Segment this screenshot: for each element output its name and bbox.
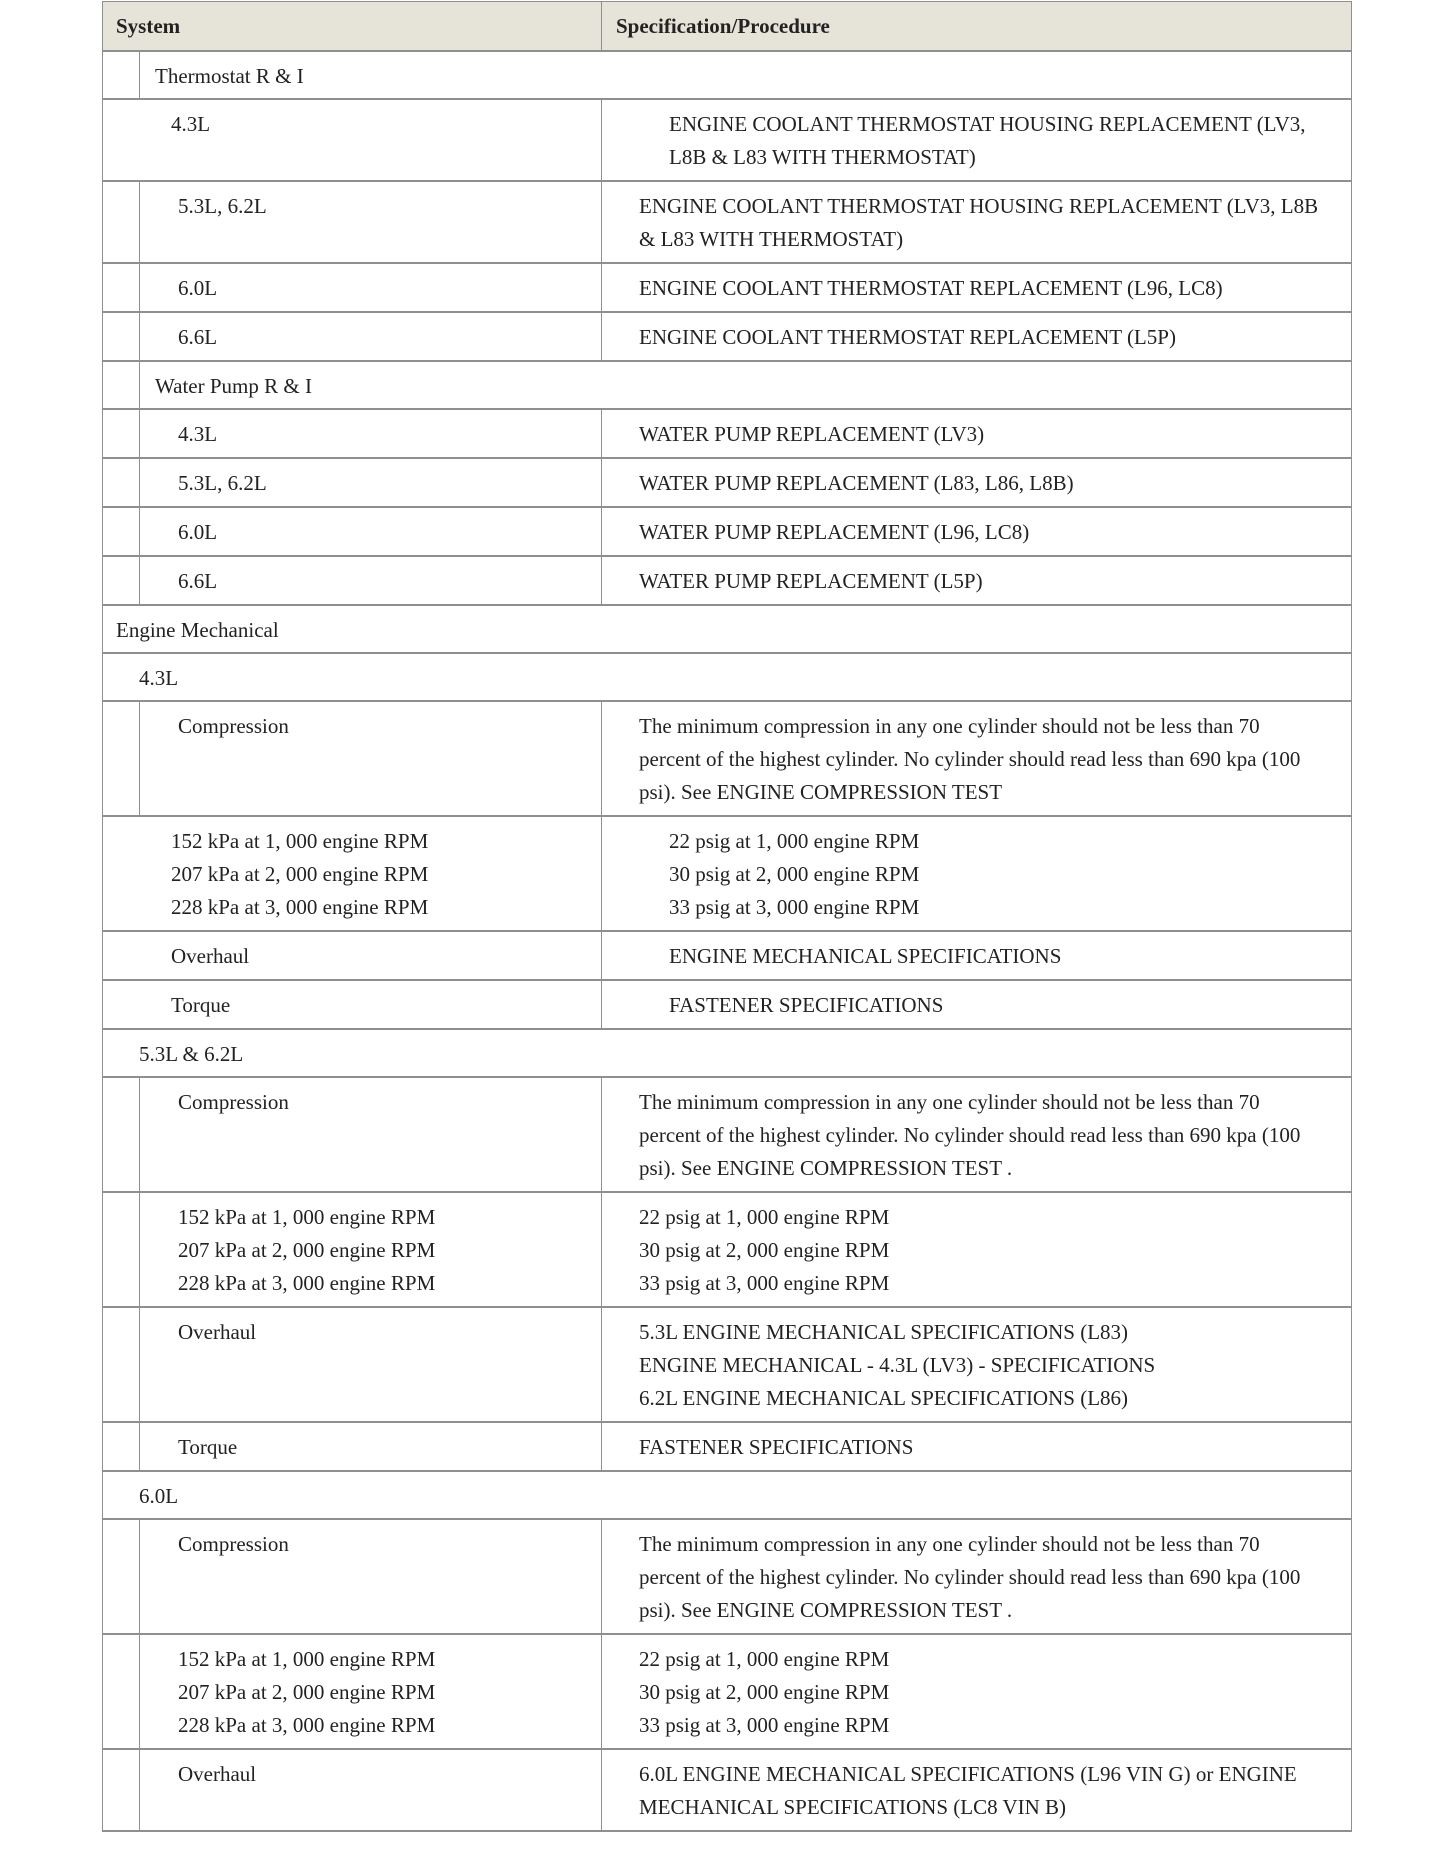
system-text: Torque — [178, 1435, 238, 1459]
spec-table — [102, 1, 1352, 1832]
table-row — [103, 1078, 1351, 1193]
system-cell — [178, 565, 217, 598]
spec-text: L8B & L83 WITH THERMOSTAT) — [669, 145, 976, 169]
spec-cell — [639, 1431, 913, 1464]
column-divider — [601, 2, 602, 50]
system-text: Compression — [178, 714, 289, 738]
table-row — [103, 932, 1351, 981]
spec-text: 6.0L ENGINE MECHANICAL SPECIFICATIONS (L96 VIN G) or ENGINE — [639, 1762, 1297, 1786]
spec-cell — [669, 108, 1306, 174]
spec-cell — [639, 1201, 889, 1300]
spec-text: WATER PUMP REPLACEMENT (LV3) — [639, 422, 985, 446]
system-text: 152 kPa at 1, 000 engine RPM — [171, 829, 429, 853]
spec-text: 33 psig at 3, 000 engine RPM — [639, 1713, 890, 1737]
spec-text: percent of the highest cylinder. No cylinder should read less than 690 kpa (100 — [639, 1123, 1301, 1147]
system-text: 207 kPa at 2, 000 engine RPM — [178, 1238, 436, 1262]
spec-text: 33 psig at 3, 000 engine RPM — [669, 895, 920, 919]
column-divider — [601, 313, 602, 360]
system-text: Overhaul — [178, 1762, 257, 1786]
system-text: 6.6L — [178, 569, 218, 593]
system-cell — [171, 940, 249, 973]
spec-text: & L83 WITH THERMOSTAT) — [639, 227, 904, 251]
table-body — [103, 52, 1351, 1832]
column-divider — [601, 508, 602, 555]
table-row — [103, 100, 1351, 182]
column-divider — [601, 981, 602, 1028]
group-label: Water Pump R & I — [155, 374, 312, 398]
system-cell — [178, 418, 217, 451]
spec-cell — [639, 418, 984, 451]
table-row — [103, 1308, 1351, 1423]
system-cell — [178, 1758, 256, 1791]
system-cell — [178, 190, 267, 223]
spec-cell — [639, 467, 1074, 500]
spec-cell — [639, 1643, 889, 1742]
indent-divider — [139, 410, 140, 457]
spec-text: psi). See ENGINE COMPRESSION TEST . — [639, 1598, 1013, 1622]
spec-text: WATER PUMP REPLACEMENT (L5P) — [639, 569, 983, 593]
table-row — [103, 182, 1351, 264]
system-cell — [171, 825, 428, 924]
group-row — [103, 362, 1351, 410]
table-row — [103, 557, 1351, 606]
system-cell — [178, 1086, 289, 1119]
spec-cell — [669, 940, 1061, 973]
system-cell — [178, 1528, 289, 1561]
indent-divider — [139, 362, 140, 408]
spec-text: ENGINE COOLANT THERMOSTAT HOUSING REPLACEMENT (LV3, L8B — [639, 194, 1319, 218]
spec-cell — [669, 989, 943, 1022]
indent-divider — [139, 1635, 140, 1748]
indent-divider — [139, 1750, 140, 1830]
spec-text: 30 psig at 2, 000 engine RPM — [639, 1680, 890, 1704]
column-divider — [601, 1078, 602, 1191]
spec-cell — [639, 190, 1318, 256]
indent-divider — [139, 313, 140, 360]
indent-divider — [139, 52, 140, 98]
system-text: 4.3L — [171, 112, 211, 136]
table-row — [103, 1520, 1351, 1635]
table-row — [103, 702, 1351, 817]
system-cell — [178, 710, 289, 743]
column-divider — [601, 1635, 602, 1748]
spec-text: percent of the highest cylinder. No cylinder should read less than 690 kpa (100 — [639, 1565, 1301, 1589]
column-divider — [601, 1308, 602, 1421]
spec-text: ENGINE COOLANT THERMOSTAT HOUSING REPLACEMENT (LV3, — [669, 112, 1306, 136]
spec-text: WATER PUMP REPLACEMENT (L96, LC8) — [639, 520, 1030, 544]
column-divider — [601, 100, 602, 180]
group-label: 4.3L — [139, 666, 179, 690]
system-text: Compression — [178, 1090, 289, 1114]
column-divider — [601, 182, 602, 262]
system-cell — [178, 1643, 435, 1742]
spec-cell — [639, 1086, 1300, 1185]
group-row — [103, 1030, 1351, 1078]
system-text: 5.3L, 6.2L — [178, 471, 267, 495]
column-divider — [601, 410, 602, 457]
table-row — [103, 1635, 1351, 1750]
system-cell — [178, 1316, 256, 1349]
system-text: 152 kPa at 1, 000 engine RPM — [178, 1205, 436, 1229]
system-text: 228 kPa at 3, 000 engine RPM — [178, 1271, 436, 1295]
indent-divider — [139, 264, 140, 311]
system-cell — [178, 516, 217, 549]
spec-text: 33 psig at 3, 000 engine RPM — [639, 1271, 890, 1295]
spec-text: 22 psig at 1, 000 engine RPM — [639, 1205, 890, 1229]
group-label: Thermostat R & I — [155, 64, 304, 88]
table-row — [103, 817, 1351, 932]
spec-text: The minimum compression in any one cylinder should not be less than 70 — [639, 714, 1260, 738]
indent-divider — [139, 702, 140, 815]
system-text: 152 kPa at 1, 000 engine RPM — [178, 1647, 436, 1671]
indent-divider — [139, 1078, 140, 1191]
group-label: 6.0L — [139, 1484, 179, 1508]
spec-text: 22 psig at 1, 000 engine RPM — [669, 829, 920, 853]
group-row — [103, 654, 1351, 702]
spec-text: MECHANICAL SPECIFICATIONS (LC8 VIN B) — [639, 1795, 1067, 1819]
spec-text: psi). See ENGINE COMPRESSION TEST . — [639, 1156, 1013, 1180]
table-row — [103, 1193, 1351, 1308]
system-cell — [178, 1431, 237, 1464]
indent-divider — [139, 1520, 140, 1633]
spec-text: FASTENER SPECIFICATIONS — [669, 993, 944, 1017]
column-divider — [601, 264, 602, 311]
spec-text: 30 psig at 2, 000 engine RPM — [639, 1238, 890, 1262]
system-text: 5.3L, 6.2L — [178, 194, 267, 218]
spec-text: percent of the highest cylinder. No cylinder should read less than 690 kpa (100 — [639, 747, 1301, 771]
table-row — [103, 264, 1351, 313]
table-row — [103, 1423, 1351, 1472]
table-row — [103, 981, 1351, 1030]
system-cell — [171, 989, 230, 1022]
spec-text: 30 psig at 2, 000 engine RPM — [669, 862, 920, 886]
column-divider — [601, 817, 602, 930]
spec-text: The minimum compression in any one cylinder should not be less than 70 — [639, 1090, 1260, 1114]
indent-divider — [139, 182, 140, 262]
column-divider — [601, 1423, 602, 1470]
spec-text: FASTENER SPECIFICATIONS — [639, 1435, 914, 1459]
system-cell — [171, 108, 210, 141]
spec-text: ENGINE MECHANICAL SPECIFICATIONS — [669, 944, 1062, 968]
system-text: 207 kPa at 2, 000 engine RPM — [178, 1680, 436, 1704]
system-text: 6.0L — [178, 276, 218, 300]
spec-cell — [639, 565, 983, 598]
spec-text: WATER PUMP REPLACEMENT (L83, L86, L8B) — [639, 471, 1074, 495]
system-cell — [178, 321, 217, 354]
system-text: 6.0L — [178, 520, 218, 544]
system-text: 228 kPa at 3, 000 engine RPM — [171, 895, 429, 919]
system-text: Compression — [178, 1532, 289, 1556]
spec-cell — [639, 321, 1176, 354]
spec-text: 6.2L ENGINE MECHANICAL SPECIFICATIONS (L86) — [639, 1386, 1129, 1410]
spec-cell — [639, 516, 1029, 549]
header-spec: Specification/Procedure — [616, 14, 830, 38]
group-row — [103, 1472, 1351, 1520]
column-divider — [601, 557, 602, 604]
group-row — [103, 52, 1351, 100]
spec-text: 5.3L ENGINE MECHANICAL SPECIFICATIONS (L83) — [639, 1320, 1129, 1344]
system-text: 4.3L — [178, 422, 218, 446]
table-header — [103, 2, 1351, 52]
spec-text: ENGINE COOLANT THERMOSTAT REPLACEMENT (L96, LC8) — [639, 276, 1223, 300]
spec-cell — [639, 1316, 1155, 1415]
system-text: Overhaul — [171, 944, 250, 968]
spec-text: ENGINE COOLANT THERMOSTAT REPLACEMENT (L5P) — [639, 325, 1176, 349]
indent-divider — [139, 557, 140, 604]
column-divider — [601, 459, 602, 506]
column-divider — [601, 702, 602, 815]
column-divider — [601, 1193, 602, 1306]
spec-cell — [639, 1758, 1297, 1824]
system-cell — [178, 467, 267, 500]
column-divider — [601, 1520, 602, 1633]
system-cell — [178, 1201, 435, 1300]
column-divider — [601, 932, 602, 979]
table-row — [103, 410, 1351, 459]
group-label: Engine Mechanical — [116, 618, 279, 642]
spec-cell — [639, 272, 1223, 305]
spec-cell — [639, 1528, 1300, 1627]
header-system: System — [116, 14, 181, 38]
table-row — [103, 459, 1351, 508]
system-text: 207 kPa at 2, 000 engine RPM — [171, 862, 429, 886]
spec-cell — [639, 710, 1300, 809]
table-row — [103, 508, 1351, 557]
group-label: 5.3L & 6.2L — [139, 1042, 244, 1066]
column-divider — [601, 1750, 602, 1830]
spec-cell — [669, 825, 919, 924]
indent-divider — [139, 1308, 140, 1421]
table-row — [103, 1750, 1351, 1832]
table-row — [103, 313, 1351, 362]
system-text: Overhaul — [178, 1320, 257, 1344]
system-text: 228 kPa at 3, 000 engine RPM — [178, 1713, 436, 1737]
indent-divider — [139, 1193, 140, 1306]
spec-text: ENGINE MECHANICAL - 4.3L (LV3) - SPECIFICATIONS — [639, 1353, 1156, 1377]
system-text: Torque — [171, 993, 231, 1017]
system-cell — [178, 272, 217, 305]
system-text: 6.6L — [178, 325, 218, 349]
group-row — [103, 606, 1351, 654]
indent-divider — [139, 459, 140, 506]
spec-text: psi). See ENGINE COMPRESSION TEST — [639, 780, 1003, 804]
spec-text: The minimum compression in any one cylinder should not be less than 70 — [639, 1532, 1260, 1556]
spec-text: 22 psig at 1, 000 engine RPM — [639, 1647, 890, 1671]
indent-divider — [139, 1423, 140, 1470]
indent-divider — [139, 508, 140, 555]
